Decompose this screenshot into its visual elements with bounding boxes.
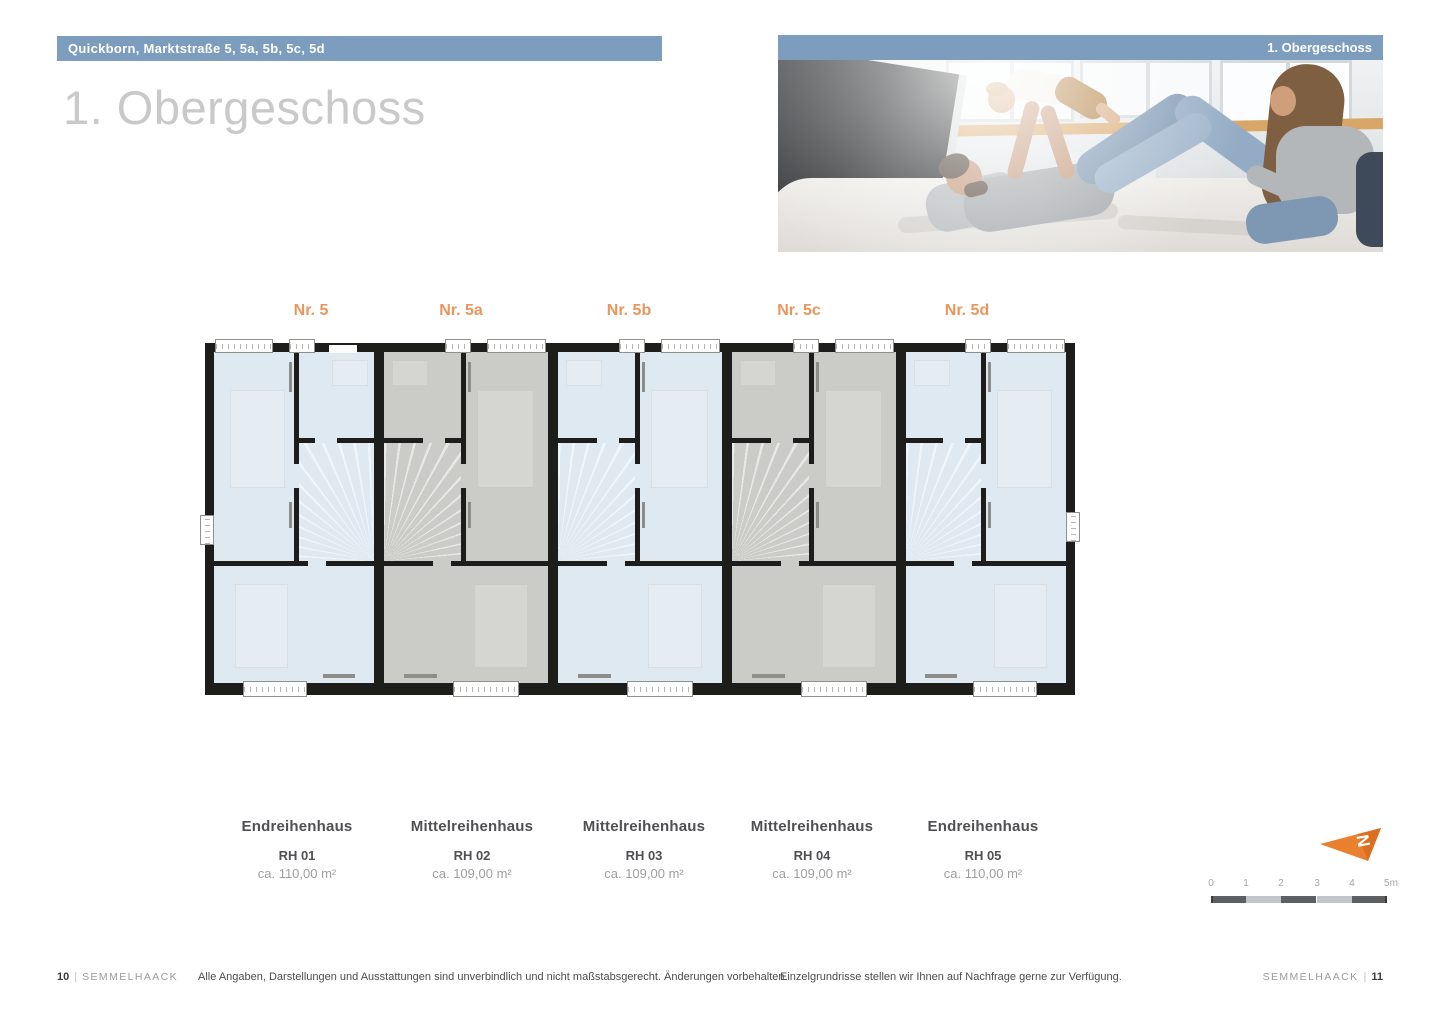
- furniture-outline: [994, 584, 1047, 668]
- interior-wall: [558, 561, 607, 566]
- stair-fan: [906, 443, 981, 561]
- furniture-outline: [822, 584, 876, 668]
- furniture-outline: [235, 584, 288, 668]
- scale-bar-segment: [1246, 896, 1281, 903]
- window-top-small: [793, 339, 819, 353]
- scale-number: 4: [1349, 878, 1355, 889]
- interior-wall: [981, 352, 986, 464]
- unit-area-label: ca. 110,00 m²: [943, 866, 1023, 881]
- plan-unit-1: [214, 352, 374, 683]
- window-top-large: [487, 339, 546, 353]
- door-leaf: [816, 362, 819, 392]
- unit-type-label: Mittelreihenhaus: [410, 818, 534, 835]
- unit-caption: [868, 818, 1098, 881]
- window-top-small: [965, 339, 991, 353]
- unit-number-label: Nr. 5d: [944, 302, 990, 319]
- furniture-outline: [474, 584, 528, 668]
- stair-fan: [299, 443, 374, 561]
- window-top-large: [835, 339, 894, 353]
- scale-number: 1: [1243, 878, 1249, 889]
- radiator-mark: [323, 674, 355, 678]
- scale-bar-endcap: [1385, 896, 1387, 903]
- scale-number: 3: [1314, 878, 1320, 889]
- stair-fan: [558, 443, 635, 561]
- interior-wall: [461, 352, 466, 464]
- furniture-outline: [648, 584, 702, 668]
- interior-wall: [906, 561, 954, 566]
- footer-divider: |: [74, 971, 78, 983]
- unit-code-label: RH 05: [964, 848, 1002, 863]
- brand-left: SEMMELHAACK: [82, 971, 179, 983]
- radiator-mark: [752, 674, 785, 678]
- window-top-large: [215, 339, 273, 353]
- unit-number-label: Nr. 5a: [439, 302, 483, 319]
- plan-unit-3: [558, 352, 722, 683]
- footer-divider: |: [1363, 971, 1367, 983]
- hero-photo: [778, 35, 1383, 252]
- interior-wall: [635, 352, 640, 464]
- door-leaf: [289, 362, 292, 392]
- brand-right: SEMMELHAACK: [1262, 971, 1359, 983]
- scale-number: 0: [1208, 878, 1214, 889]
- door-leaf: [468, 362, 471, 392]
- furniture-outline: [332, 360, 368, 386]
- scale-bar-segment: [1352, 896, 1387, 903]
- interior-wall: [732, 561, 781, 566]
- unit-area-label: ca. 109,00 m²: [604, 866, 684, 881]
- stair-fan: [732, 443, 809, 561]
- photo-header-label: 1. Obergeschoss: [1267, 40, 1372, 55]
- window-top-small: [445, 339, 471, 353]
- furniture-outline: [914, 360, 950, 386]
- scale-bar-endcap: [1211, 896, 1213, 903]
- unit-number-label: Nr. 5: [293, 302, 329, 319]
- door-leaf: [988, 362, 991, 392]
- door-leaf: [816, 502, 819, 528]
- window-bottom: [453, 681, 519, 697]
- scale-bar-segment: [1281, 896, 1316, 903]
- footer-left: [57, 971, 788, 983]
- unit-area-label: ca. 110,00 m²: [257, 866, 337, 881]
- plan-unit-5: [906, 352, 1066, 683]
- scale-number: 5m: [1384, 878, 1398, 889]
- photo-scene: [778, 60, 1383, 252]
- interior-wall: [625, 561, 722, 566]
- furniture-outline: [477, 390, 534, 488]
- scale-bar-segment: [1211, 896, 1246, 903]
- radiator-mark: [404, 674, 437, 678]
- window-top-small: [619, 339, 645, 353]
- footer-note: Einzelgrundrisse stellen wir Ihnen auf Nachfrage gerne zur Verfügung.: [780, 971, 1122, 983]
- window-bottom: [243, 681, 307, 697]
- footer-right: [1263, 971, 1383, 983]
- window-right-wall: [1066, 512, 1080, 542]
- unit-area-label: ca. 109,00 m²: [772, 866, 852, 881]
- unit-area-label: ca. 109,00 m²: [432, 866, 512, 881]
- radiator-mark: [578, 674, 611, 678]
- floor-plan: [205, 343, 1075, 695]
- furniture-outline: [230, 390, 285, 488]
- window-bottom: [973, 681, 1037, 697]
- scale-bar-segment: [1317, 896, 1352, 903]
- interior-wall: [809, 488, 814, 566]
- interior-wall: [799, 561, 896, 566]
- scale-bar: [1208, 878, 1398, 904]
- furniture-outline: [651, 390, 708, 488]
- furniture-outline: [997, 390, 1052, 488]
- wall-notch: [329, 345, 357, 353]
- unit-number-label: Nr. 5b: [606, 302, 652, 319]
- unit-code-label: RH 03: [625, 848, 663, 863]
- photo-header-bar: [778, 35, 1383, 60]
- interior-wall: [461, 488, 466, 566]
- interior-wall: [809, 352, 814, 464]
- door-leaf: [468, 502, 471, 528]
- north-letter: N: [1352, 833, 1374, 849]
- door-leaf: [642, 362, 645, 392]
- radiator-mark: [925, 674, 957, 678]
- interior-wall: [635, 488, 640, 566]
- north-arrow-icon: [1318, 826, 1384, 866]
- unit-type-label: Mittelreihenhaus: [750, 818, 874, 835]
- furniture-outline: [740, 360, 776, 386]
- interior-wall: [214, 561, 308, 566]
- page-number-left: 10: [57, 971, 70, 983]
- door-leaf: [289, 502, 292, 528]
- interior-wall: [384, 561, 433, 566]
- unit-code-label: RH 02: [453, 848, 491, 863]
- door-leaf: [642, 502, 645, 528]
- address-header-bar: [57, 36, 662, 61]
- window-bottom: [627, 681, 693, 697]
- window-top-large: [1007, 339, 1065, 353]
- window-bottom: [801, 681, 867, 697]
- furniture-outline: [566, 360, 602, 386]
- unit-type-label: Mittelreihenhaus: [582, 818, 706, 835]
- unit-code-label: RH 01: [278, 848, 316, 863]
- unit-code-label: RH 04: [793, 848, 831, 863]
- disclaimer-text: Alle Angaben, Darstellungen und Ausstattungen sind unverbindlich und nicht maßstabsgerecht. Änderungen vorbehalten.: [198, 971, 788, 983]
- window-top-large: [661, 339, 720, 353]
- interior-wall: [451, 561, 548, 566]
- plan-unit-4: [732, 352, 896, 683]
- stair-fan: [384, 443, 461, 561]
- scale-number: 2: [1278, 878, 1284, 889]
- furniture-outline: [825, 390, 882, 488]
- furniture-outline: [392, 360, 428, 386]
- page-title: 1. Obergeschoss: [63, 81, 426, 134]
- interior-wall: [972, 561, 1066, 566]
- page-number-right: 11: [1371, 971, 1383, 983]
- scale-bar-track: [1211, 896, 1387, 903]
- unit-type-label: Endreihenhaus: [241, 818, 353, 835]
- plan-unit-2: [384, 352, 548, 683]
- unit-type-label: Endreihenhaus: [927, 818, 1039, 835]
- window-left-wall: [200, 515, 214, 545]
- interior-wall: [326, 561, 374, 566]
- window-top-small: [289, 339, 315, 353]
- interior-wall: [981, 488, 986, 566]
- light-glow: [778, 60, 1383, 252]
- unit-number-label: Nr. 5c: [777, 302, 821, 319]
- address-text: Quickborn, Marktstraße 5, 5a, 5b, 5c, 5d: [68, 41, 325, 56]
- door-leaf: [988, 502, 991, 528]
